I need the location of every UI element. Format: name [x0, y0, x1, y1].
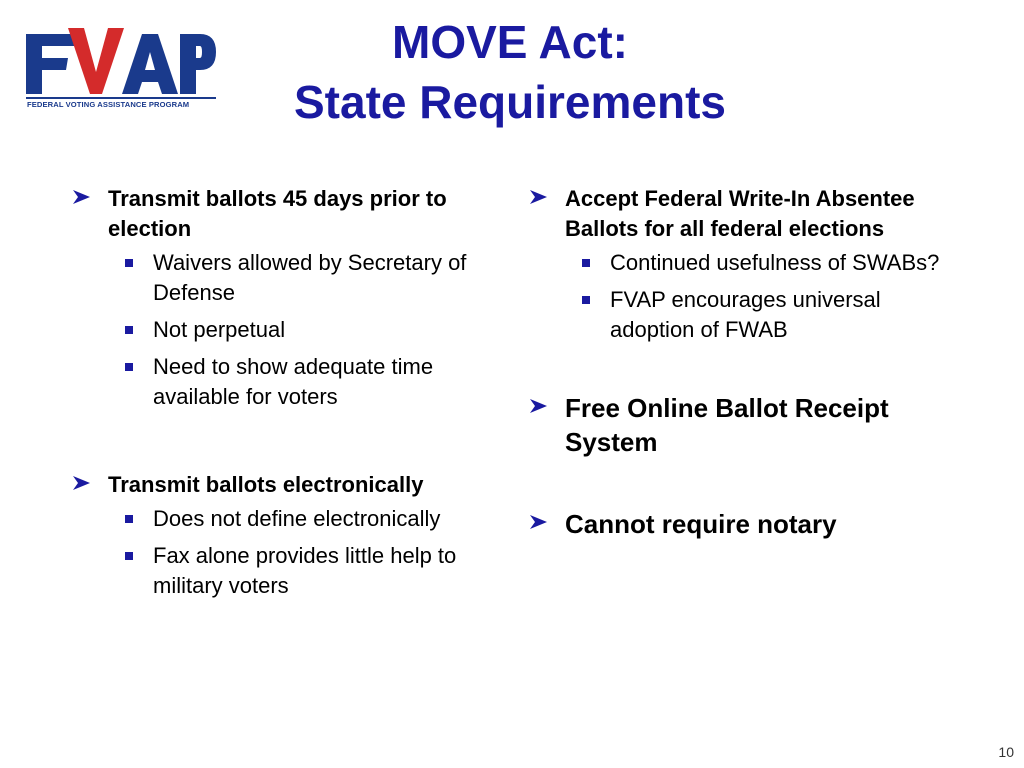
title-line-1: MOVE Act:: [392, 16, 628, 68]
square-bullet-icon: [125, 552, 133, 560]
list-item: [527, 184, 967, 345]
arrow-bullet-icon: [527, 513, 549, 531]
list-item: [527, 507, 967, 541]
left-column: [70, 184, 500, 608]
arrow-bullet-icon: [527, 397, 549, 415]
right-column: [527, 184, 967, 541]
page-number: 10: [998, 744, 1014, 760]
square-bullet-icon: [582, 296, 590, 304]
item-title: Accept Federal Write-In Absentee Ballots for all federal elections: [565, 186, 915, 241]
arrow-bullet-icon: [70, 188, 92, 206]
sub-item: Does not define electronically: [108, 504, 500, 534]
square-bullet-icon: [125, 259, 133, 267]
slide-title: [250, 12, 770, 132]
square-bullet-icon: [582, 259, 590, 267]
sub-item: Waivers allowed by Secretary of Defense: [108, 248, 500, 308]
square-bullet-icon: [125, 515, 133, 523]
sub-item: Fax alone provides little help to military voters: [108, 541, 500, 601]
item-title: Free Online Ballot Receipt System: [565, 393, 889, 457]
arrow-bullet-icon: [70, 474, 92, 492]
sub-item: Not perpetual: [108, 315, 500, 345]
sub-item: Need to show adequate time available for voters: [108, 352, 500, 412]
item-title: Cannot require notary: [565, 509, 837, 539]
title-line-2: State Requirements: [293, 76, 726, 128]
square-bullet-icon: [125, 363, 133, 371]
item-title: Transmit ballots 45 days prior to election: [108, 186, 447, 241]
sub-item: FVAP encourages universal adoption of FWAB: [565, 285, 967, 345]
item-title: Transmit ballots electronically: [108, 472, 424, 497]
list-item: [70, 470, 500, 601]
sub-item: Continued usefulness of SWABs?: [565, 248, 967, 278]
arrow-bullet-icon: [527, 188, 549, 206]
list-item: [527, 391, 967, 459]
square-bullet-icon: [125, 326, 133, 334]
logo-subtitle: FEDERAL VOTING ASSISTANCE PROGRAM: [27, 100, 190, 109]
list-item: [70, 184, 500, 412]
